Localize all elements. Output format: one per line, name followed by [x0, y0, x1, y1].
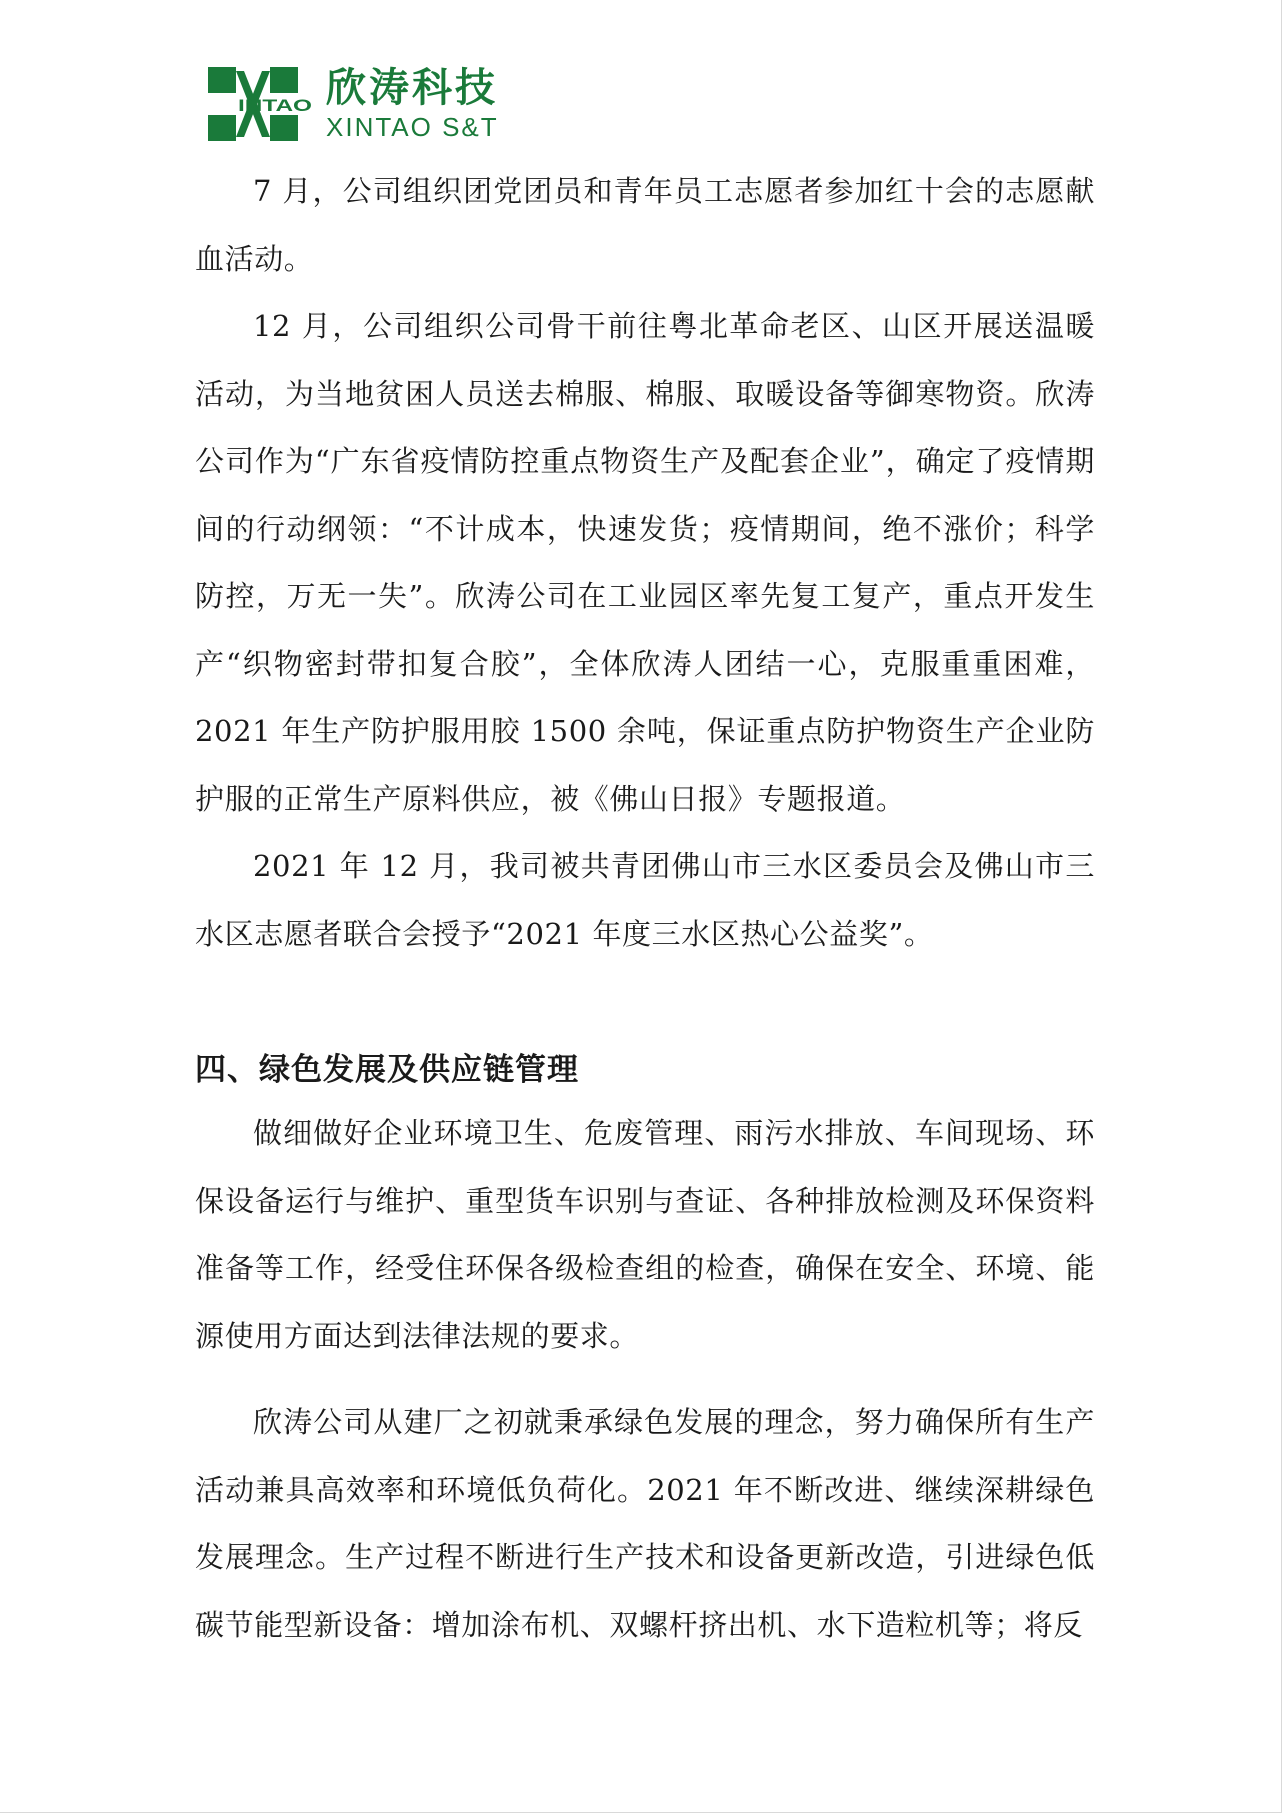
paragraph-july-blood-donation: 7 月，公司组织团党团员和青年员工志愿者参加红十会的志愿献血活动。 [195, 174, 1095, 276]
paragraph-environment-management: 做细做好企业环境卫生、危废管理、雨污水排放、车间现场、环保设备运行与维护、重型货车识别与查证、各种排放检测及环保资料准备等工作，经受住环保各级检查组的检查，确保在安全、环境、能源使用方面达到法律法规的要求。 [195, 1116, 1095, 1353]
company-name-cn: 欣涛科技 [326, 65, 498, 111]
company-name-en: XINTAO S&T [326, 112, 499, 142]
paragraph-december-charity: 12 月，公司组织公司骨干前往粤北革命老区、山区开展送温暖活动，为当地贫困人员送去棉服、棉服、取暖设备等御寒物资。欣涛公司作为“广东省疫情防控重点物资生产及配套企业”，确定了疫情期间的行动纲领：“不计成本，快速发货；疫情期间，绝不涨价；科学防控，万无一失”。欣涛公司在工业园区率先复工复产，重点开发生产“织物密封带扣复合胶”，全体欣涛人团结一心，克服重重困难，2021 年生产防护服用胶 1500 余吨，保证重点防护物资生产企业防护服的正常生产原料供应，被《佛山日报》专题报道。 [195, 309, 1095, 816]
document-body [195, 158, 1095, 1659]
logo-mark-text: INTAO [238, 96, 312, 115]
paragraph-award: 2021 年 12 月，我司被共青团佛山市三水区委员会及佛山市三水区志愿者联合会授予“2021 年度三水区热心公益奖”。 [195, 849, 1095, 951]
xintao-logo-icon [208, 67, 312, 141]
logo-text-block [326, 66, 499, 142]
company-logo [208, 66, 499, 142]
paragraph-green-development: 欣涛公司从建厂之初就秉承绿色发展的理念，努力确保所有生产活动兼具高效率和环境低负荷化。2021 年不断改进、继续深耕绿色发展理念。生产过程不断进行生产技术和设备更新改造，引进绿色低碳节能型新设备：增加涂布机、双螺杆挤出机、水下造粒机等；将反 [195, 1405, 1095, 1642]
section-heading: 四、绿色发展及供应链管理 [195, 1052, 579, 1088]
